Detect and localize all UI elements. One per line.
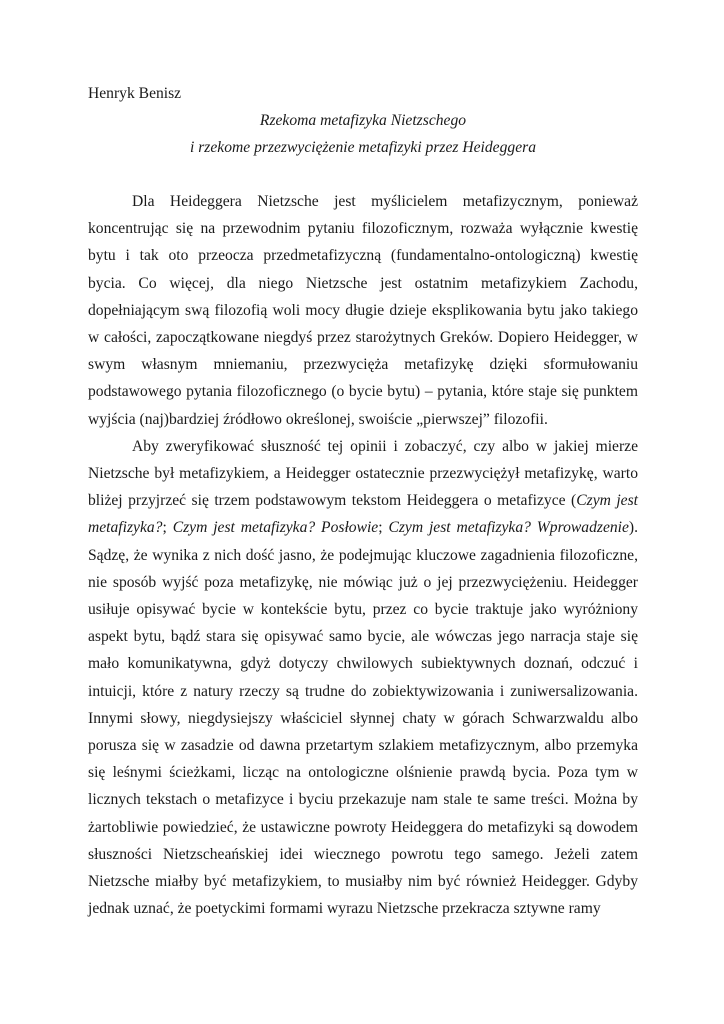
paragraph-1: Dla Heideggera Nietzsche jest myślicielem metafizycznym, ponieważ koncentrując się na przewodnim pytaniu filozoficznym, rozważa wyłącznie kwestię bytu i tak oto przeocza przedmetafizyczną (fundamentalno-ontologiczną) kwestię bycia. Co więcej, dla niego Nietzsche jest ostatnim metafizykiem Zachodu, dopełniającym swą filozofią woli mocy długie dzieje eksplikowania bytu jako takiego w całości, zapoczątkowane niegdyś przez starożytnych Greków. Dopiero Heidegger, w swym własnym mniemaniu, przezwycięża metafizykę dzięki sformułowaniu podstawowego pytania filozoficznego (o bycie bytu) – pytania, które staje się punktem wyjścia (naj)bardziej źródłowo określonej, swoiście „pierwszej” filozofii.	[88, 193, 638, 428]
separator-2: ;	[378, 519, 389, 537]
document-page	[88, 80, 638, 922]
work-title-3: Czym jest metafizyka? Wprowadzenie	[388, 519, 629, 537]
author-name: Henryk Benisz	[88, 85, 182, 102]
title-line-1: Rzekoma metafizyka Nietzschego	[259, 112, 467, 129]
work-title-2: Czym jest metafizyka? Posłowie	[172, 519, 379, 537]
paragraph-2-text-b: ). Sądzę, że wynika z nich dość jasno, że podejmując kluczowe zagadnienia filozoficzne, nie sposób wyjść poza metafizykę, nie mówiąc już o jej przezwyciężeniu. Heidegger usiłuje opisywać bycie w kontekście bytu, przez co bycie traktuje jako wyróżniony aspekt bytu, bądź stara się opisywać samo bycie, ale wówczas jego narracja staje się mało komunikatywna, gdyż dotyczy chwilowych subiektywnych doznań, odczuć i intuicji, które z natury rzeczy są trudne do zobiektywizowania i zuniwersalizowania. Innymi słowy, niegdysiejszy właściciel słynnej chaty w górach Schwarzwaldu albo porusza się w zasadzie od dawna przetartym szlakiem metafizycznym, albo przemyka się leśnymi ścieżkami, licząc na ontologiczne olśnienie prawdą bycia. Poza tym w licznych tekstach o metafizyce i byciu przekazuje nam stale te same treści. Można by żartobliwie powiedzieć, że ustawiczne powroty Heideggera do metafizyki są dowodem słuszności Nietzscheańskiej idei wiecznego powrotu tego samego. Jeżeli zatem Nietzsche miałby być metafizykiem, to musiałby nim być również Heidegger. Gdyby jednak uznać, że poetyckimi formami wyrazu Nietzsche przekracza sztywne ramy	[88, 519, 639, 918]
work-title-1: Czym jest metafizyka?	[88, 492, 638, 537]
title-line-2: i rzekome przezwyciężenie metafizyki przez Heideggera	[189, 139, 536, 156]
paragraph-2-text-a: Aby zweryfikować słuszność tej opinii i zobaczyć, czy albo w jakiej mierze Nietzsche był metafizykiem, a Heidegger ostatecznie przezwyciężył metafizykę, warto bliżej przyjrzeć się trzem podstawowym tekstom Heideggera o metafizyce (	[88, 437, 638, 510]
paragraph-2	[88, 433, 638, 923]
separator-1: ;	[162, 519, 173, 537]
title-spacer	[88, 161, 638, 188]
